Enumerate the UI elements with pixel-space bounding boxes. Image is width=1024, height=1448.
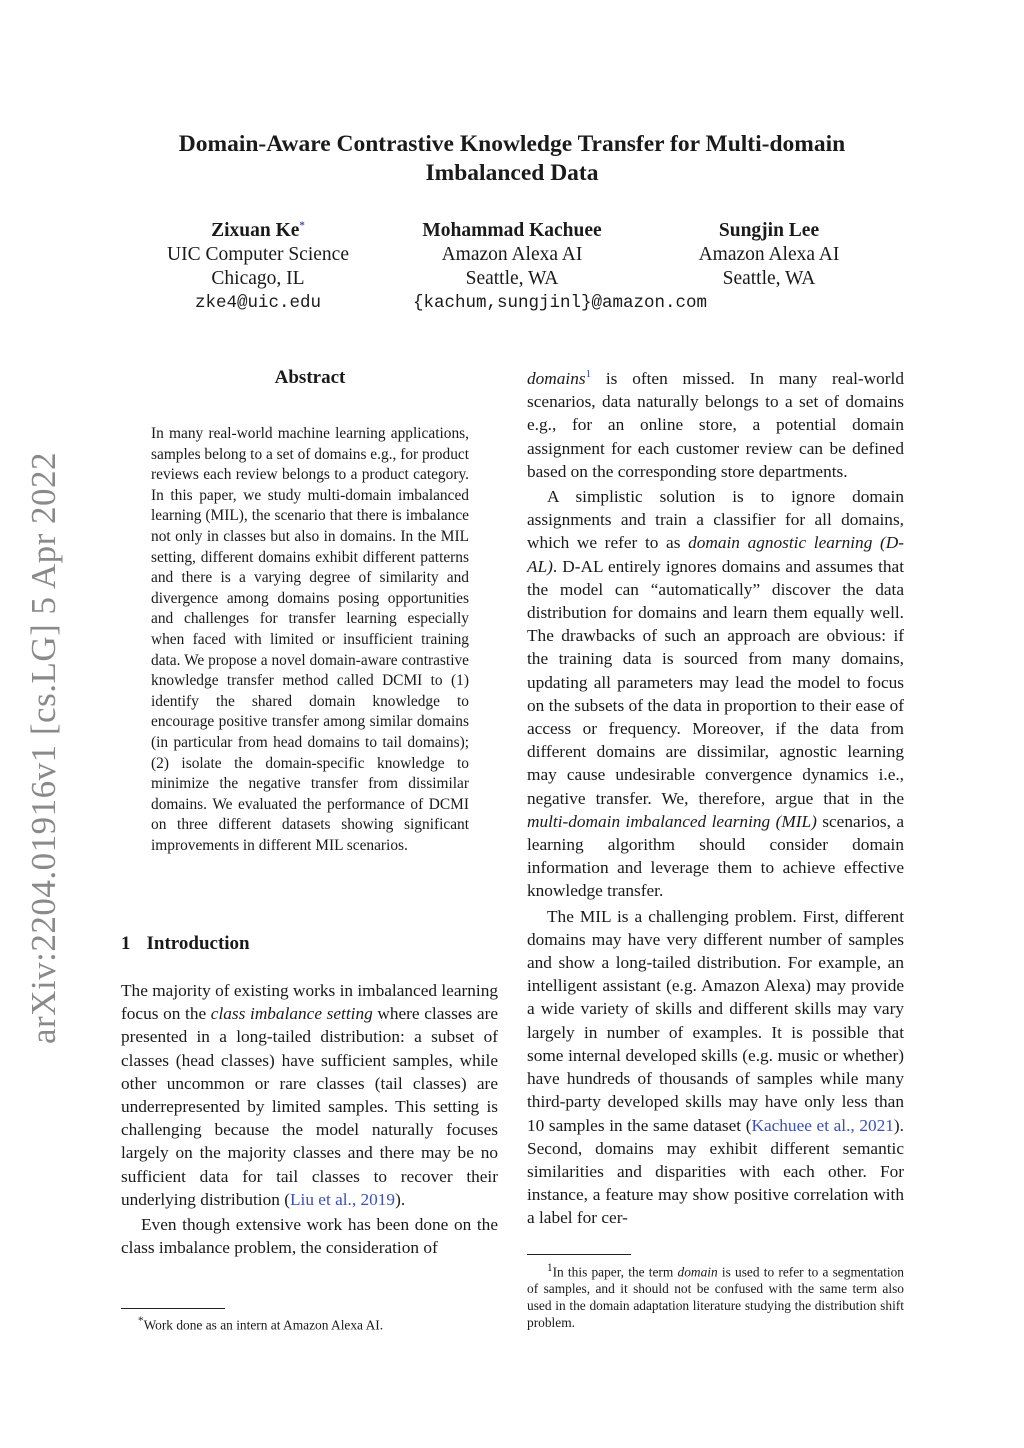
section-title: Introduction — [146, 933, 250, 954]
emphasis-class-imbalance: class imbalance setting — [210, 1004, 373, 1024]
abstract-heading: Abstract — [274, 367, 346, 388]
citation-kachuee-2021[interactable]: Kachuee et al., 2021 — [751, 1115, 894, 1135]
author-footnote-mark: * — [299, 219, 305, 232]
footnote-mark: * — [138, 1315, 144, 1327]
emphasis-mil: multi-domain imbalanced learning (MIL) — [527, 811, 817, 831]
intro-paragraph-2: Even though extensive work has been done on the class imbalance problem, the consideration of — [121, 1215, 498, 1258]
author-name: Zixuan Ke* — [211, 219, 305, 241]
author-affiliation: UIC Computer Science — [167, 244, 349, 265]
footnote-rule-left — [121, 1308, 225, 1309]
author-name: Mohammad Kachuee — [422, 220, 602, 241]
footnote-mark: 1 — [547, 1262, 553, 1274]
paper-title — [112, 130, 912, 188]
title-line-2: Imbalanced Data — [425, 160, 599, 186]
shared-email: {kachum,sungjinl}@amazon.com — [412, 293, 708, 313]
author-location: Chicago, IL — [211, 268, 305, 289]
author-location: Seattle, WA — [465, 268, 559, 289]
footnote-right: $^1$In this paper, the term domain is used to refer to a segmentation of samples, and it should not be confused with the same term also used in the domain adaptation literature studying the distribution shift problem. — [527, 1262, 904, 1331]
section-number: 1 — [121, 933, 131, 954]
footnote-left: *Work done as an intern at Amazon Alexa AI. — [138, 1315, 384, 1333]
author-block-ke — [142, 219, 374, 315]
right-column-body — [527, 367, 904, 1230]
intro-paragraph-continued: domains$^1$ is often missed. In many real-world scenarios, data naturally belongs to a set of domains e.g., for an online store, a potential domain assignment for each customer review can be defined based on the corresponding store departments. — [527, 368, 904, 481]
emphasis-d-al: domain agnostic learning (D-AL) — [527, 533, 904, 576]
section-heading-introduction — [121, 933, 250, 955]
author-location: Seattle, WA — [722, 268, 816, 289]
author-affiliation: Amazon Alexa AI — [441, 244, 583, 265]
author-block-lee — [664, 219, 874, 291]
intro-paragraph-4: The MIL is a challenging problem. First, different domains may have very different number of samples and show a long-tailed distribution. For example, an intelligent assistant (e.g. Amazon Alexa) may provide a wide variety of skills and different skills may vary largely in number of examples. It is possible that some internal developed skills (e.g. music or whether) have hundreds of thousands of samples while many third-party developed skills may have only less than 10 samples in the same dataset (Kachuee et al., 2021). Second, domains may exhibit different semantic similarities and disparities with each other. For instance, a feature may show positive correlation with a label for cer- — [527, 906, 904, 1228]
intro-paragraph-3: A simplistic solution is to ignore domain assignments and train a classifier for all domains, which we refer to as domain agnostic learning (D-AL). D-AL entirely ignores domains and assumes that the model can “automatically” discover the data distribution for domains and learn them equally well. The drawbacks of such an approach are obvious: if the training data is sourced from many domains, updating all parameters may lead the model to focus on the subsets of the data in proportion to their ease of access or frequency. Moreover, if the data from different domains are dissimilar, agnostic learning may cause undesirable convergence dynamics i.e., negative transfer. We, therefore, argue that in the multi-domain imbalanced learning (MIL) scenarios, a learning algorithm should consider domain information and leverage them to achieve effective knowledge transfer. — [527, 487, 904, 901]
footnote-rule-right — [527, 1254, 631, 1255]
citation-liu-2019[interactable]: Liu et al., 2019 — [289, 1189, 396, 1209]
left-column-body — [121, 979, 498, 1259]
title-line-1: Domain-Aware Contrastive Knowledge Transfer for Multi-domain — [178, 131, 846, 157]
intro-paragraph-1: The majority of existing works in imbalanced learning focus on the class imbalance setting where classes are presented in a long-tailed distribution: a subset of classes (head classes) have sufficient samples, while other uncommon or rare classes (tail classes) are underrepresented by limited samples. This setting is challenging because the model naturally focuses largely on the majority classes and there may be no sufficient data for tail classes to recover their underlying distribution (Liu et al., 2019). — [121, 981, 498, 1209]
author-name: Sungjin Lee — [718, 220, 820, 241]
author-affiliation: Amazon Alexa AI — [698, 244, 840, 265]
author-block-kachuee — [392, 219, 632, 291]
abstract-text: In many real-world machine learning applications, samples belong to a set of domains e.g., for product reviews each review belongs to a product category. In this paper, we study multi-domain imbalanced learning (MIL), the scenario that there is imbalance not only in classes but also in domains. In the MIL setting, different domains exhibit different patterns and there is a varying degree of similarity and divergence among domains posing opportunities and challenges for transfer learning especially when faced with limited or insufficient training data. We propose a novel domain-aware contrastive knowledge transfer method called DCMI to (1) identify the shared domain knowledge to encourage positive transfer among similar domains (in particular from head domains to tail domains); (2) isolate the domain-specific knowledge to minimize the negative transfer from dissimilar domains. We evaluated the performance of DCMI on three different datasets showing significant improvements in different MIL scenarios. — [151, 425, 470, 854]
footnote-ref-1[interactable]: 1 — [585, 368, 592, 381]
arxiv-identifier: arXiv:2204.01916v1 [cs.LG] 5 Apr 2022 — [24, 451, 63, 1045]
author-email: zke4@uic.edu — [194, 293, 322, 313]
